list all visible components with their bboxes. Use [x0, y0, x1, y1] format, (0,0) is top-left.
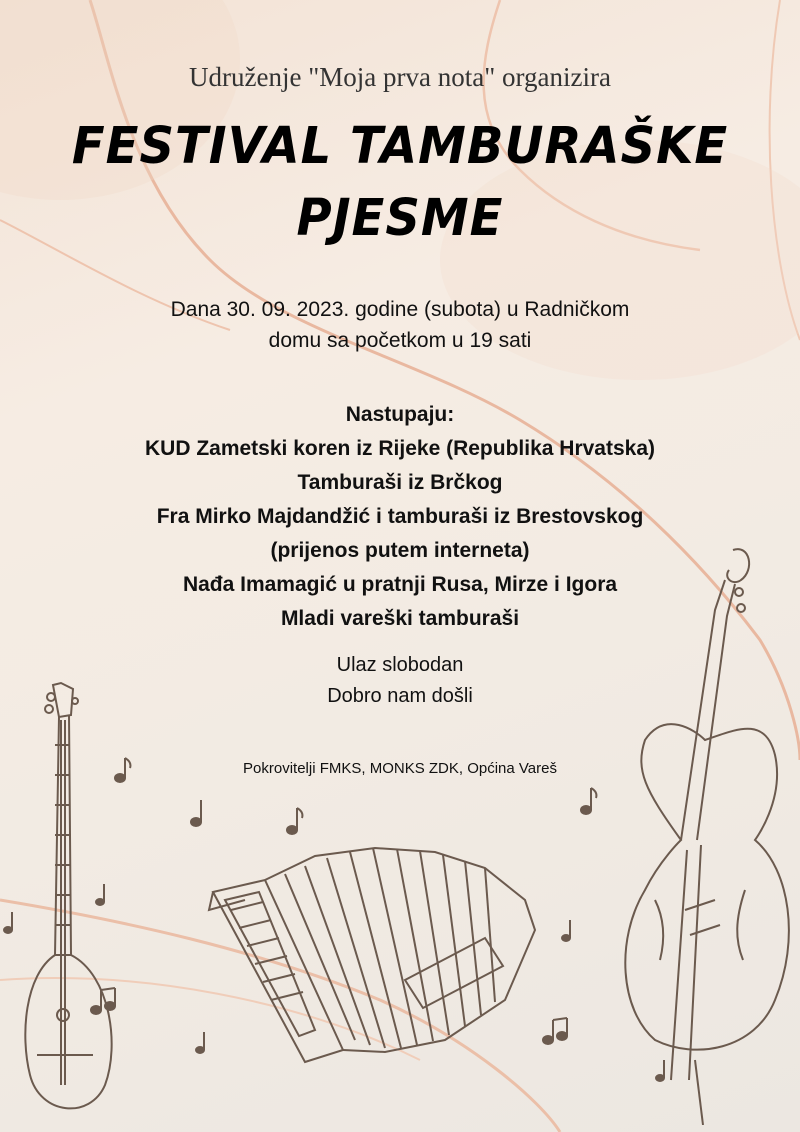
- performer-item: (prijenos putem interneta): [270, 539, 530, 562]
- date-line-2: domu sa početkom u 19 sati: [268, 329, 532, 352]
- performer-item: Tamburaši iz Brčkog: [297, 471, 503, 494]
- performers-heading: Nastupaju:: [345, 403, 455, 426]
- performer-item: Mladi vareški tamburaši: [280, 607, 520, 630]
- date-line-1: Dana 30. 09. 2023. godine (subota) u Radničkom: [170, 298, 630, 321]
- performer-item: Fra Mirko Majdandžić i tamburaši iz Brestovskog: [156, 505, 644, 528]
- welcome-text: Dobro nam došli: [327, 685, 473, 707]
- organizer-line: Udruženje "Moja prva nota" organizira: [189, 62, 611, 92]
- festival-title-line-1: FESTIVAL TAMBURAŠKE: [71, 116, 729, 176]
- event-date-time: [0, 294, 800, 356]
- performer-item: Nađa Imamagić u pratnji Rusa, Mirze i Igora: [182, 573, 618, 596]
- music-note-icon: [0, 740, 800, 1120]
- free-entry-text: Ulaz slobodan: [336, 654, 464, 676]
- sponsors-line: Pokrovitelji FMKS, MONKS ZDK, Općina Vareš: [243, 760, 557, 777]
- performer-item: KUD Zametski koren iz Rijeke (Republika Hrvatska): [144, 437, 655, 460]
- festival-title-line-2: PJESME: [296, 188, 504, 248]
